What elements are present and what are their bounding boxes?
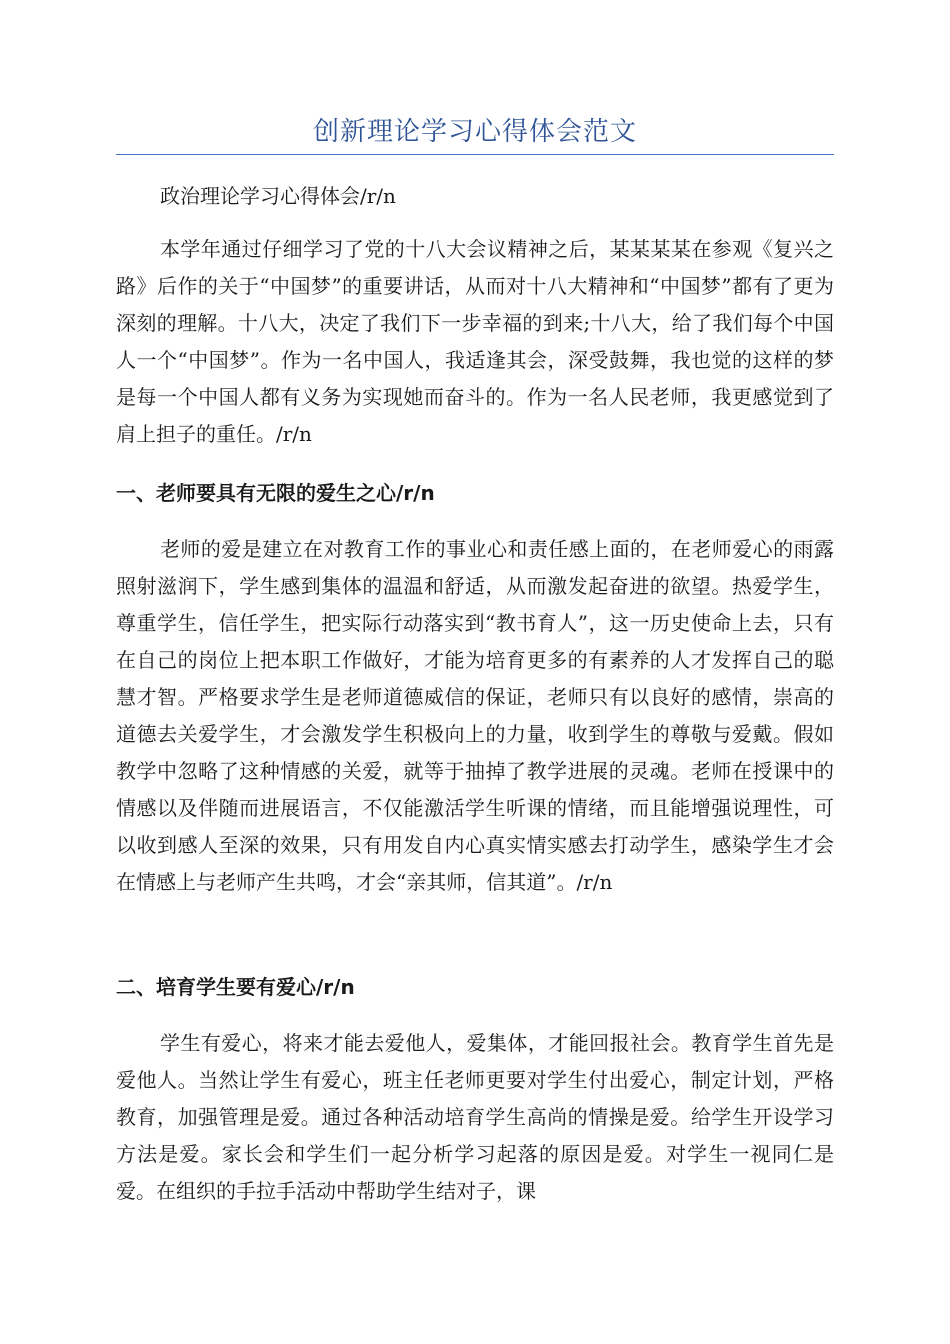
section-paragraph: 老师的爱是建立在对教育工作的事业心和责任感上面的，在老师爱心的雨露照射滋润下，学生感到集体的温温和舒适，从而激发起奋进的欲望。热爱学生，尊重学生，信任学生，把实际行动落实到“教书育人”，这一历史使命上去，只有在自己的岗位上把本职工作做好，才能为培育更多的有素养的人才发挥自己的聪慧才智。严格要求学生是老师道德威信的保证，老师只有以良好的感情，崇高的道德去关爱学生，才会激发学生积极向上的力量，收到学生的尊敬与爱戴。假如教学中忽略了这种情感的关爱，就等于抽掉了教学进展的灵魂。老师在授课中的情感以及伴随而进展语言，不仅能激活学生听课的情绪，而且能增强说理性，可以收到感人至深的效果，只有用发自内心真实情实感去打动学生，感染学生才会在情感上与老师产生共鸣，才会“亲其师，信其道”。/r/n <box>116 537 834 894</box>
section-heading: 一、老师要具有无限的爱生之心/r/n <box>116 481 435 505</box>
section-paragraph: 学生有爱心，将来才能去爱他人，爱集体，才能回报社会。教育学生首先是爱他人。当然让学生有爱心，班主任老师更要对学生付出爱心，制定计划，严格教育，加强管理是爱。通过各种活动培育学生高尚的情操是爱。给学生开设学习方法是爱。家长会和学生们一起分析学习起落的原因是爱。对学生一视同仁是爱。在组织的手拉手活动中帮助学生结对子，课 <box>116 1031 834 1203</box>
intro-paragraph: 本学年通过仔细学习了党的十八大会议精神之后，某某某某在参观《复兴之路》后作的关于“中国梦”的重要讲话，从而对十八大精神和“中国梦”都有了更为深刻的理解。十八大，决定了我们下一步幸福的到来;十八大，给了我们每个中国人一个“中国梦”。作为一名中国人，我适逢其会，深受鼓舞，我也觉的这样的梦是每一个中国人都有义务为实现她而奋斗的。作为一名人民老师，我更感觉到了肩上担子的重任。/r/n <box>116 237 834 446</box>
title-divider <box>116 154 834 155</box>
section-heading: 二、培育学生要有爱心/r/n <box>116 975 355 999</box>
document-title: 创新理论学习心得体会范文 <box>312 117 637 147</box>
subtitle-line: 政治理论学习心得体会/r/n <box>160 184 396 208</box>
